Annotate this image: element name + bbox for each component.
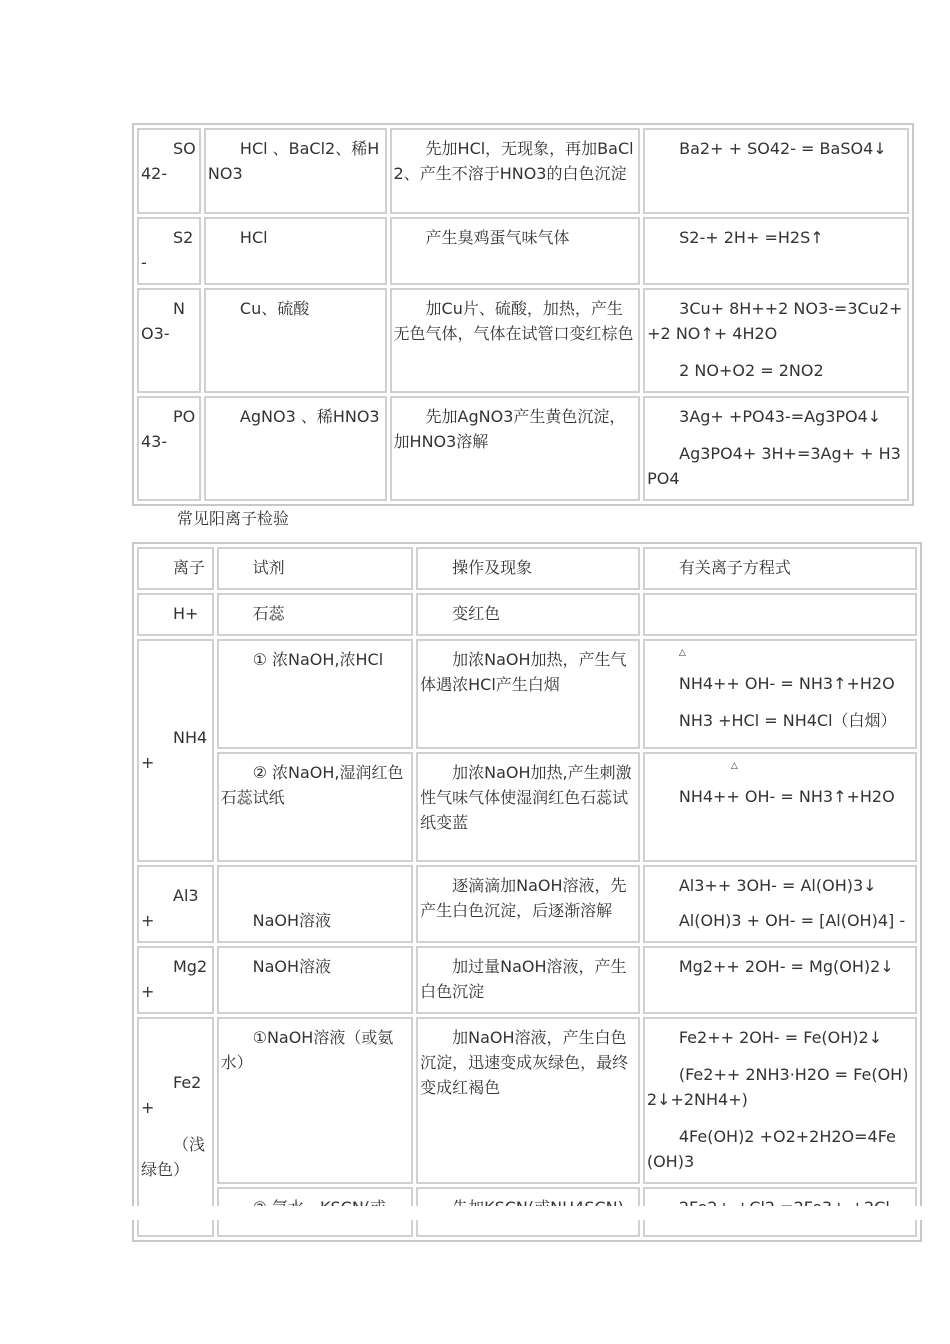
ion-cell: NH4+ [137, 639, 214, 862]
header-operation: 操作及现象 [416, 547, 640, 590]
table-row [137, 752, 917, 862]
operation-cell: 加浓NaOH加热,产生刺激性气味气体使湿润红色石蕊试纸变蓝 [416, 752, 640, 862]
heat-symbol: △ [730, 761, 738, 771]
reagent-cell: ② 浓NaOH,湿润红色石蕊试纸 [217, 752, 414, 862]
ion-cell: Fe2+ （浅绿色） [137, 1017, 214, 1237]
header-equation: 有关离子方程式 [643, 547, 917, 590]
ion-cell: PO43- [137, 396, 201, 501]
ion-cell: S2- [137, 217, 201, 285]
equation-cell: Al3++ 3OH- = Al(OH)3↓ Al(OH)3 + OH- = [Al(OH)4] - [643, 865, 917, 943]
equation-cell [643, 593, 917, 636]
reagent-cell: ① 浓NaOH,浓HCl [217, 639, 414, 749]
table-row [137, 396, 909, 501]
table-header-row [137, 547, 917, 590]
ion-cell: NO3- [137, 288, 201, 393]
operation-cell: 产生臭鸡蛋气味气体 [390, 217, 641, 285]
operation-cell: 加过量NaOH溶液，产生白色沉淀 [416, 946, 640, 1014]
operation-cell: 逐滴滴加NaOH溶液，先产生白色沉淀，后逐渐溶解 [416, 865, 640, 943]
operation-cell: 加Cu片、硫酸，加热，产生无色气体，气体在试管口变红棕色 [390, 288, 641, 393]
equation-cell: △ NH4++ OH- = NH3↑+H2O NH3 +HCl = NH4Cl（白烟） [643, 639, 917, 749]
reagent-cell: HCl [204, 217, 387, 285]
header-ion: 离子 [137, 547, 214, 590]
table-row [137, 128, 909, 214]
anion-test-table [132, 123, 914, 506]
page-cut-mask [132, 1206, 922, 1220]
ion-cell: SO42- [137, 128, 201, 214]
equation-cell: Mg2++ 2OH- = Mg(OH)2↓ [643, 946, 917, 1014]
table-row [137, 1017, 917, 1184]
reagent-cell: 石蕊 [217, 593, 414, 636]
operation-cell: 先加AgNO3产生黄色沉淀，加HNO3溶解 [390, 396, 641, 501]
header-reagent: 试剂 [217, 547, 414, 590]
table-row [137, 865, 917, 943]
table-row [137, 946, 917, 1014]
equation-cell: Ba2+ + SO42- = BaSO4↓ [643, 128, 909, 214]
heat-symbol: △ [678, 648, 686, 658]
equation-cell: 3Ag+ +PO43-=Ag3PO4↓ Ag3PO4+ 3H+=3Ag+ + H3PO4 [643, 396, 909, 501]
table-row [137, 593, 917, 636]
operation-cell: 加NaOH溶液，产生白色沉淀，迅速变成灰绿色，最终变成红褐色 [416, 1017, 640, 1184]
reagent-cell: Cu、硫酸 [204, 288, 387, 393]
equation-cell: S2-+ 2H+ =H2S↑ [643, 217, 909, 285]
ion-cell: H+ [137, 593, 214, 636]
equation-cell: 3Cu+ 8H++2 NO3-=3Cu2+ +2 NO↑+ 4H2O 2 NO+O2 = 2NO2 [643, 288, 909, 393]
reagent-cell: HCl 、BaCl2、稀HNO3 [204, 128, 387, 214]
operation-cell: 变红色 [416, 593, 640, 636]
reagent-cell: ①NaOH溶液（或氨水） [217, 1017, 414, 1184]
operation-cell: 先加HCl，无现象，再加BaCl2、产生不溶于HNO3的白色沉淀 [390, 128, 641, 214]
table-row [137, 288, 909, 393]
equation-cell: △ NH4++ OH- = NH3↑+H2O [643, 752, 917, 862]
reagent-cell: AgNO3 、稀HNO3 [204, 396, 387, 501]
reagent-cell: NaOH溶液 [217, 946, 414, 1014]
operation-cell: 加浓NaOH加热，产生气体遇浓HCl产生白烟 [416, 639, 640, 749]
table-row [137, 639, 917, 749]
equation-cell: Fe2++ 2OH- = Fe(OH)2↓ (Fe2++ 2NH3·H2O = Fe(OH)2↓+2NH4+) 4Fe(OH)2 +O2+2H2O=4Fe(OH)3 [643, 1017, 917, 1184]
cation-table-caption: 常见阳离子检验 [177, 509, 290, 528]
reagent-cell: NaOH溶液 [217, 865, 414, 943]
ion-cell: Al3+ [137, 865, 214, 943]
table-row [137, 217, 909, 285]
ion-cell: Mg2+ [137, 946, 214, 1014]
cation-test-table [132, 542, 922, 1242]
